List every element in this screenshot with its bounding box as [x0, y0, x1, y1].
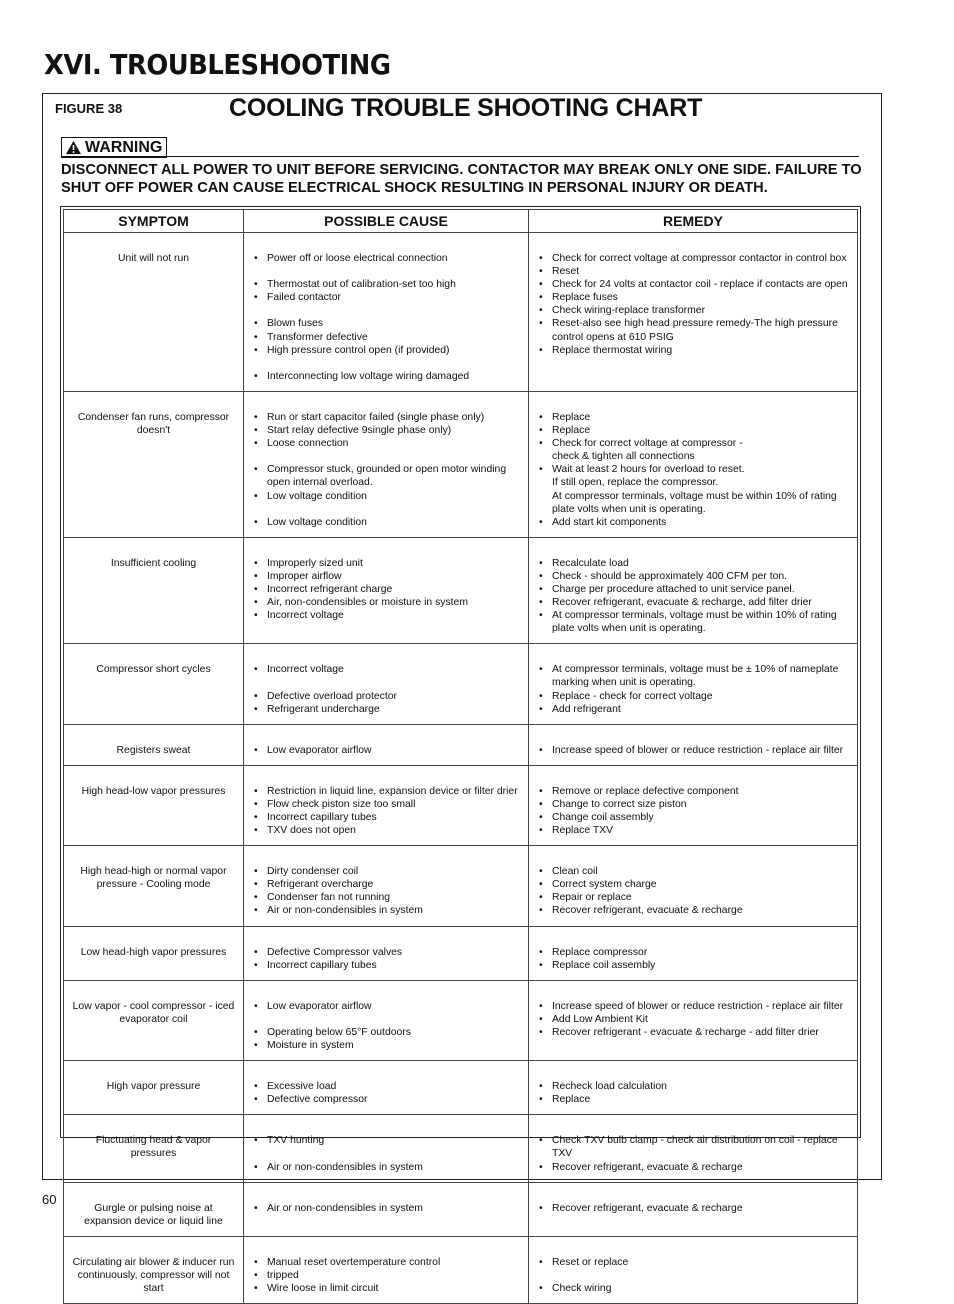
cause-item: • Incorrect voltage — [253, 663, 522, 676]
symptom-cell: Gurgle or pulsing noise at expansion device or liquid line — [64, 1182, 244, 1236]
symptom-cell: Fluctuating head & vapor pressures — [64, 1115, 244, 1182]
remedy-item: • Recover refrigerant, evacuate & recharge — [538, 1202, 851, 1215]
cause-item: • Air or non-condensibles in system — [253, 904, 522, 917]
cause-item: • Refrigerant overcharge — [253, 878, 522, 891]
cause-item: • Loose connection — [253, 437, 522, 450]
remedy-item: • Replace compressor — [538, 946, 851, 959]
cause-item: • Incorrect refrigerant charge — [253, 583, 522, 596]
remedy-item: • Check wiring — [538, 1282, 851, 1295]
cause-item: • Low voltage condition — [253, 516, 522, 529]
cause-item: • TXV does not open — [253, 824, 522, 837]
cause-cell — [244, 1115, 529, 1182]
cause-item: • Low evaporator airflow — [253, 1000, 522, 1013]
cause-cell — [244, 233, 529, 392]
remedy-cell — [529, 233, 858, 392]
table-row — [64, 926, 858, 980]
remedy-item: • Reset-also see high head pressure remedy-The high pressure control opens at 610 PSIG — [538, 317, 851, 343]
remedy-item: • Recover refrigerant, evacuate & recharge — [538, 1161, 851, 1174]
column-header-remedy: REMEDY — [529, 210, 858, 233]
cause-item — [253, 304, 522, 317]
column-header-symptom: SYMPTOM — [64, 210, 244, 233]
warning-text: DISCONNECT ALL POWER TO UNIT BEFORE SERVICING. CONTACTOR MAY BREAK ONLY ONE SIDE. FAILURE TO SHUT OFF POWER CAN CAUSE ELECTRICAL SHOCK RESULTING IN PERSONAL INJURY OR DEATH. — [61, 162, 862, 196]
remedy-item: • Increase speed of blower or reduce restriction - replace air filter — [538, 1000, 851, 1013]
cause-item: • Incorrect capillary tubes — [253, 811, 522, 824]
cause-item: • TXV hunting — [253, 1134, 522, 1147]
cause-cell — [244, 980, 529, 1060]
cause-item: • Manual reset overtemperature control — [253, 1256, 522, 1269]
cause-item: • Defective overload protector — [253, 690, 522, 703]
table-row — [64, 391, 858, 537]
cause-item: • High pressure control open (if provided) — [253, 344, 522, 357]
symptom-cell: High vapor pressure — [64, 1061, 244, 1115]
page-number: 60 — [42, 1192, 57, 1207]
remedy-item: • Check for correct voltage at compressor - check & tighten all connections — [538, 437, 851, 463]
remedy-item: • Replace thermostat wiring — [538, 344, 851, 357]
cause-item: • Improperly sized unit — [253, 557, 522, 570]
cause-item: • Failed contactor — [253, 291, 522, 304]
cause-cell — [244, 1236, 529, 1303]
cause-item — [253, 265, 522, 278]
symptom-cell: Circulating air blower & inducer run continuously, compressor will not start — [64, 1236, 244, 1303]
cause-item: • Moisture in system — [253, 1039, 522, 1052]
remedy-item: • Check for 24 volts at contactor coil - replace if contacts are open — [538, 278, 851, 291]
cause-item: • Condenser fan not running — [253, 891, 522, 904]
chart-title: COOLING TROUBLE SHOOTING CHART — [229, 94, 703, 122]
cause-item — [253, 1147, 522, 1160]
cause-cell — [244, 765, 529, 845]
cause-item — [253, 503, 522, 516]
remedy-cell — [529, 1061, 858, 1115]
remedy-item: • Recover refrigerant, evacuate & recharge — [538, 904, 851, 917]
cause-cell — [244, 391, 529, 537]
remedy-item: • Replace — [538, 411, 851, 424]
symptom-cell: High head-low vapor pressures — [64, 765, 244, 845]
cause-item: • Flow check piston size too small — [253, 798, 522, 811]
remedy-item: • Recover refrigerant - evacuate & recharge - add filter drier — [538, 1026, 851, 1039]
table-row — [64, 765, 858, 845]
symptom-cell: Low vapor - cool compressor - iced evaporator coil — [64, 980, 244, 1060]
cause-item: • Interconnecting low voltage wiring damaged — [253, 370, 522, 383]
warning-label: WARNING — [85, 138, 163, 156]
remedy-item: • Correct system charge — [538, 878, 851, 891]
cause-item: • Run or start capacitor failed (single phase only) — [253, 411, 522, 424]
remedy-cell — [529, 765, 858, 845]
cause-item: • Air or non-condensibles in system — [253, 1161, 522, 1174]
remedy-item: • Repair or replace — [538, 891, 851, 904]
remedy-item: • Add start kit components — [538, 516, 851, 529]
cause-cell — [244, 724, 529, 765]
remedy-item: • Check - should be approximately 400 CFM per ton. — [538, 570, 851, 583]
cause-item: • Power off or loose electrical connection — [253, 252, 522, 265]
remedy-item: • Add refrigerant — [538, 703, 851, 716]
remedy-item: • Change to correct size piston — [538, 798, 851, 811]
remedy-item: • Recheck load calculation — [538, 1080, 851, 1093]
column-header-possible-cause: POSSIBLE CAUSE — [244, 210, 529, 233]
remedy-item: • Check for correct voltage at compressor contactor in control box — [538, 252, 851, 265]
symptom-cell: High head-high or normal vapor pressure - Cooling mode — [64, 846, 244, 926]
cause-item — [253, 676, 522, 689]
cause-item — [253, 1013, 522, 1026]
remedy-item: • Add Low Ambient Kit — [538, 1013, 851, 1026]
figure-label: FIGURE 38 — [55, 101, 123, 116]
cause-cell — [244, 644, 529, 724]
remedy-item: • Reset or replace — [538, 1256, 851, 1269]
table-row — [64, 724, 858, 765]
remedy-item: • Check TXV bulb clamp - check air distribution on coil - replace TXV — [538, 1134, 851, 1160]
cause-item: • Low voltage condition — [253, 490, 522, 503]
cause-item — [253, 450, 522, 463]
table-row — [64, 233, 858, 392]
remedy-item: • At compressor terminals, voltage must be within 10% of rating plate volts when unit is operating. — [538, 609, 851, 635]
remedy-cell — [529, 644, 858, 724]
cause-cell — [244, 1182, 529, 1236]
remedy-cell — [529, 926, 858, 980]
table-row — [64, 1115, 858, 1182]
cause-item: • Air, non-condensibles or moisture in system — [253, 596, 522, 609]
remedy-item: • Charge per procedure attached to unit service panel. — [538, 583, 851, 596]
cause-cell — [244, 537, 529, 644]
troubleshooting-table-box — [60, 206, 861, 1294]
remedy-item: • Recover refrigerant, evacuate & recharge, add filter drier — [538, 596, 851, 609]
remedy-item: • Remove or replace defective component — [538, 785, 851, 798]
remedy-cell — [529, 980, 858, 1060]
remedy-item: • Replace — [538, 1093, 851, 1106]
cause-item: • Thermostat out of calibration-set too high — [253, 278, 522, 291]
table-row — [64, 644, 858, 724]
warning-triangle-icon — [65, 140, 82, 155]
remedy-item: • Change coil assembly — [538, 811, 851, 824]
remedy-cell — [529, 1236, 858, 1303]
table-row — [64, 1236, 858, 1303]
remedy-cell — [529, 1182, 858, 1236]
remedy-cell — [529, 537, 858, 644]
table-row — [64, 1182, 858, 1236]
cause-item: • Low evaporator airflow — [253, 744, 522, 757]
cause-item: • Incorrect capillary tubes — [253, 959, 522, 972]
table-row — [64, 1061, 858, 1115]
symptom-cell: Condenser fan runs, compressor doesn't — [64, 391, 244, 537]
table-row — [64, 980, 858, 1060]
cause-item: • Restriction in liquid line, expansion device or filter drier — [253, 785, 522, 798]
cause-item: • Defective compressor — [253, 1093, 522, 1106]
warning-divider — [61, 156, 859, 157]
cause-item: • Operating below 65°F outdoors — [253, 1026, 522, 1039]
cause-item: • Blown fuses — [253, 317, 522, 330]
remedy-item: • Replace coil assembly — [538, 959, 851, 972]
remedy-item: • Reset — [538, 265, 851, 278]
remedy-item: • Increase speed of blower or reduce restriction - replace air filter — [538, 744, 851, 757]
cause-cell — [244, 1061, 529, 1115]
cause-item: • Wire loose in limit circuit — [253, 1282, 522, 1295]
cause-item: • Compressor stuck, grounded or open motor winding open internal overload. — [253, 463, 522, 489]
remedy-cell — [529, 391, 858, 537]
remedy-item: • Replace — [538, 424, 851, 437]
symptom-cell: Low head-high vapor pressures — [64, 926, 244, 980]
cause-item: • tripped — [253, 1269, 522, 1282]
cause-item: • Incorrect voltage — [253, 609, 522, 622]
section-title: XVI. TROUBLESHOOTING — [44, 48, 391, 81]
remedy-item: • Replace TXV — [538, 824, 851, 837]
symptom-cell: Insufficient cooling — [64, 537, 244, 644]
cause-item: • Excessive load — [253, 1080, 522, 1093]
cause-item — [253, 357, 522, 370]
remedy-item: • At compressor terminals, voltage must be ± 10% of nameplate marking when unit is operating. — [538, 663, 851, 689]
remedy-cell — [529, 846, 858, 926]
remedy-item — [538, 1269, 851, 1282]
cause-item: • Defective Compressor valves — [253, 946, 522, 959]
table-header-row — [64, 210, 858, 233]
cause-cell — [244, 926, 529, 980]
remedy-item: • Replace - check for correct voltage — [538, 690, 851, 703]
table-row — [64, 846, 858, 926]
symptom-cell: Compressor short cycles — [64, 644, 244, 724]
table-body — [64, 233, 858, 1304]
cause-item: • Air or non-condensibles in system — [253, 1202, 522, 1215]
remedy-item: • Wait at least 2 hours for overload to reset. If still open, replace the compressor. At compressor terminals, voltage must be within 10% of rating plate volts when unit is operating. — [538, 463, 851, 515]
remedy-item: • Recalculate load — [538, 557, 851, 570]
symptom-cell: Unit will not run — [64, 233, 244, 392]
troubleshooting-table — [63, 209, 858, 1304]
cause-item: • Improper airflow — [253, 570, 522, 583]
cause-item: • Refrigerant undercharge — [253, 703, 522, 716]
table-row — [64, 537, 858, 644]
cause-item: • Start relay defective 9single phase only) — [253, 424, 522, 437]
cause-item: • Transformer defective — [253, 331, 522, 344]
remedy-item: • Replace fuses — [538, 291, 851, 304]
cause-item: • Dirty condenser coil — [253, 865, 522, 878]
cause-cell — [244, 846, 529, 926]
remedy-cell — [529, 1115, 858, 1182]
remedy-cell — [529, 724, 858, 765]
remedy-item: • Clean coil — [538, 865, 851, 878]
warning-badge — [61, 137, 167, 158]
symptom-cell: Registers sweat — [64, 724, 244, 765]
remedy-item: • Check wiring-replace transformer — [538, 304, 851, 317]
